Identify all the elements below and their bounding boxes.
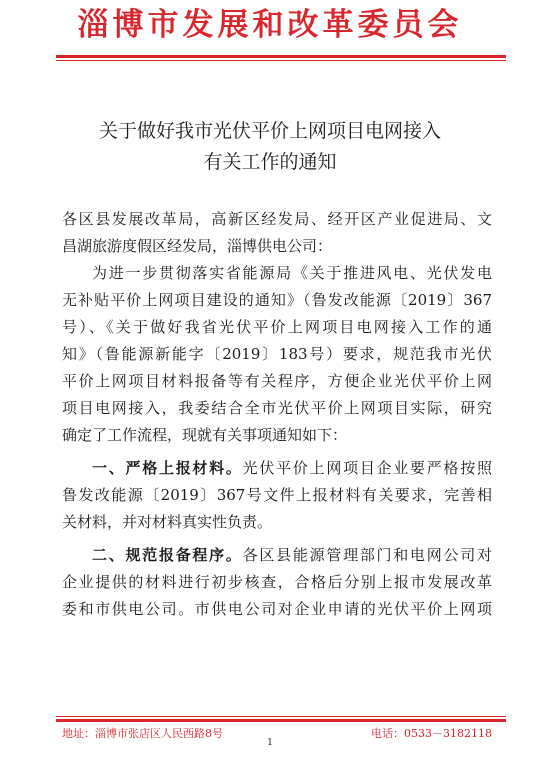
- footer-rule-thin: [56, 716, 506, 717]
- intro-line: 无补贴平价上网项目建设的通知》（鲁发改能源〔2019〕367: [62, 291, 492, 309]
- section-1-text: 光伏平价上网项目企业要严格按照: [242, 459, 492, 477]
- page-number: 1: [267, 738, 273, 748]
- letterhead-org-name: 淄博市发展和改革委员会: [77, 7, 463, 43]
- section-2-line: 委和市供电公司。市供电公司对企业申请的光伏平价上网项: [62, 600, 492, 618]
- section-1-line: 关材料，并对材料真实性负责。: [62, 513, 273, 531]
- document-title: [40, 116, 500, 178]
- section-2-first-line: [62, 542, 492, 569]
- footer-rule-thick: [56, 719, 506, 722]
- intro-line: 号）、《关于做好我省光伏平价上网项目电网接入工作的通: [62, 318, 492, 336]
- addressee-line: 昌湖旅游度假区经发局，淄博供电公司：: [62, 237, 333, 255]
- intro-line: 平价上网项目材料报备等有关程序，方便企业光伏平价上网: [62, 372, 492, 390]
- letterhead-rule-thin: [56, 60, 506, 61]
- section-1-first-line: [62, 455, 492, 482]
- section-2-text: 各区县能源管理部门和电网公司对: [242, 546, 492, 564]
- section-1-heading: 一、严格上报材料。: [92, 459, 243, 477]
- footer-phone: 电话：0533－3182118: [371, 727, 492, 740]
- intro-line: 为进一步贯彻落实省能源局《关于推进风电、光伏发电: [92, 264, 492, 282]
- intro-line: 确定了工作流程，现就有关事项通知如下：: [62, 426, 348, 444]
- letterhead-rule-thick: [56, 55, 506, 58]
- document-body: [62, 206, 492, 623]
- intro-line: 项目电网接入，我委结合全市光伏平价上网项目实际，研究: [62, 399, 492, 417]
- section-2-heading: 二、规范报备程序。: [92, 546, 243, 564]
- intro-line: 知》（鲁能源新能字〔2019〕183号）要求，规范我市光伏: [62, 345, 492, 363]
- section-2-line: 企业提供的材料进行初步核查，合格后分别上报市发展改革: [62, 573, 492, 591]
- footer-address: 地址：淄博市张店区人民西路8号: [62, 727, 223, 740]
- document-title-line-1: 关于做好我市光伏平价上网项目电网接入: [98, 120, 441, 142]
- document-title-line-2: 有关工作的通知: [203, 151, 337, 173]
- section-1-line: 鲁发改能源〔2019〕367号文件上报材料有关要求，完善相: [62, 486, 492, 504]
- addressee-line: 各区县发展改革局，高新区经发局、经开区产业促进局、文: [62, 210, 492, 228]
